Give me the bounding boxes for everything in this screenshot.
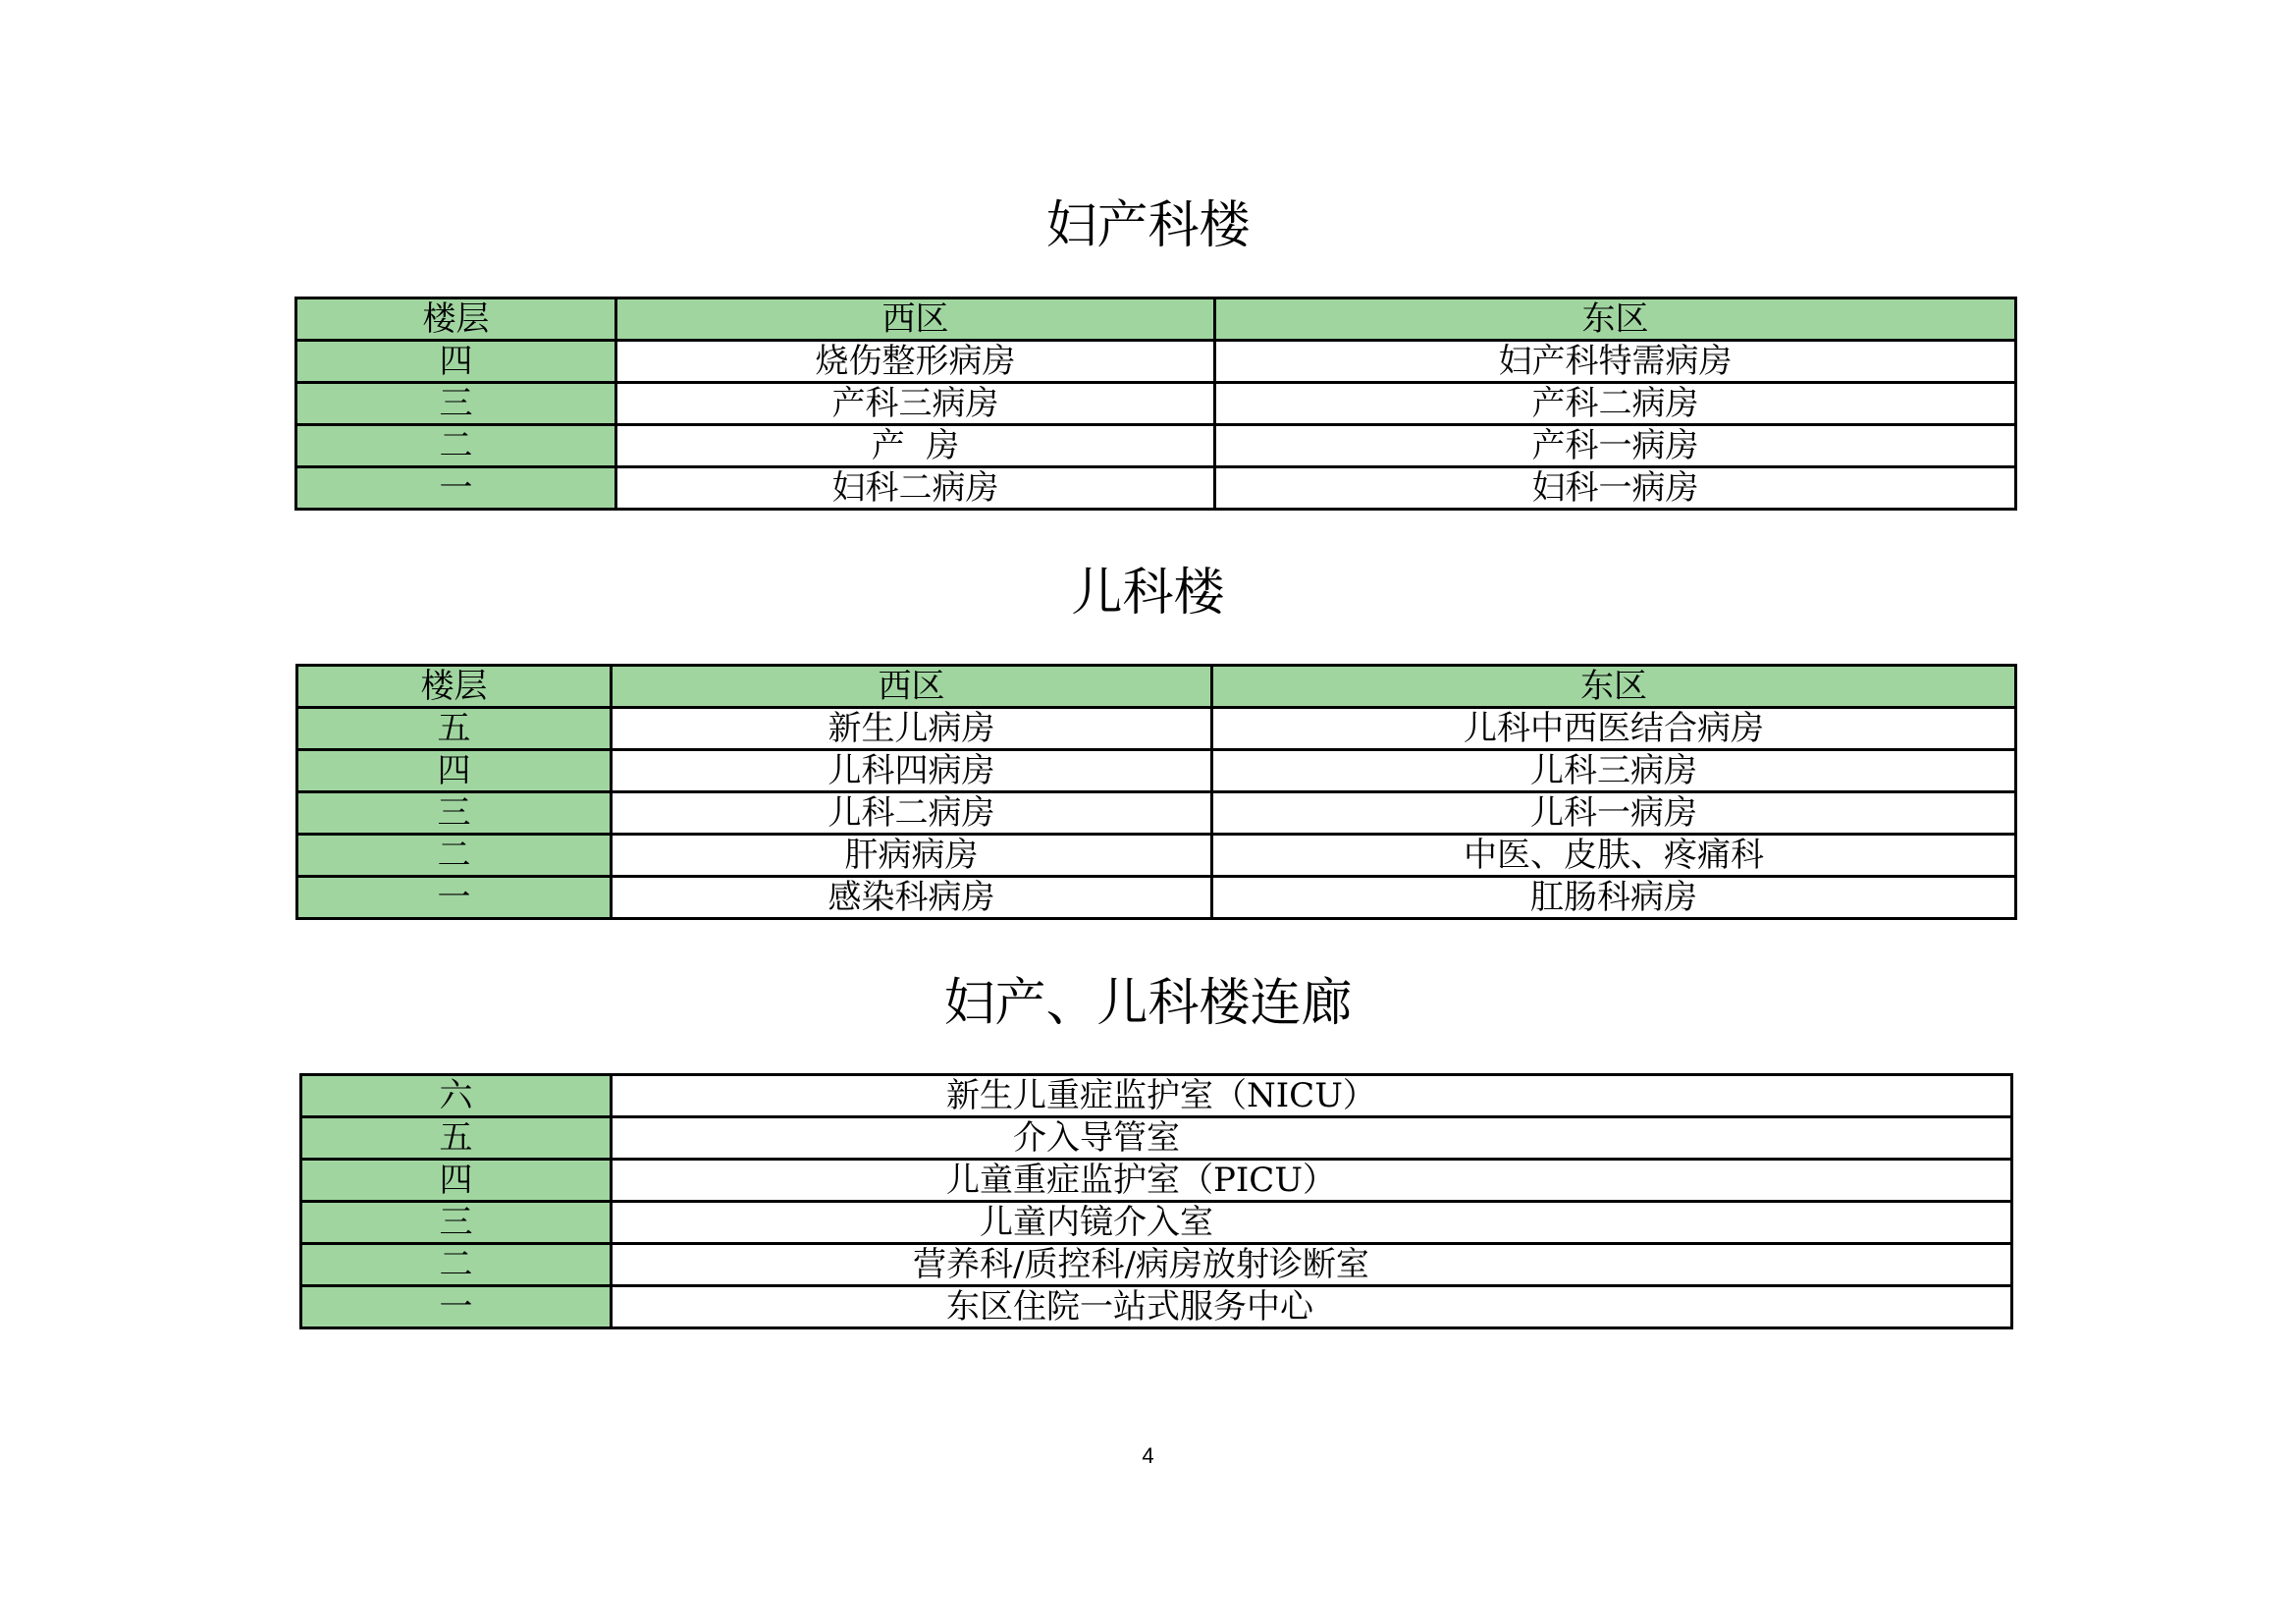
header-west: 西区 — [616, 298, 1215, 341]
header-floor: 楼层 — [296, 298, 616, 341]
east-cell: 儿科中西医结合病房 — [1212, 708, 2016, 750]
floor-cell: 三 — [296, 383, 616, 425]
west-cell: 肝病病房 — [612, 835, 1212, 877]
table-row — [296, 341, 2016, 383]
table-row — [296, 425, 2016, 467]
floor-cell: 五 — [301, 1117, 612, 1160]
section-title-corridor: 妇产、儿科楼连廊 — [943, 974, 1353, 1033]
floor-cell: 三 — [297, 792, 612, 835]
dept-cell: 儿童内镜介入室 — [612, 1202, 2012, 1244]
east-cell: 产科一病房 — [1215, 425, 2016, 467]
west-cell: 新生儿病房 — [612, 708, 1212, 750]
floor-cell: 二 — [301, 1244, 612, 1286]
table-row — [301, 1117, 2012, 1160]
east-cell: 中医、皮肤、疼痛科 — [1212, 835, 2016, 877]
pediatrics-building-table — [295, 664, 2017, 920]
west-cell: 产 房 — [616, 425, 1215, 467]
floor-cell: 六 — [301, 1075, 612, 1117]
table-row — [301, 1244, 2012, 1286]
table-row — [297, 877, 2016, 919]
east-cell: 妇产科特需病房 — [1215, 341, 2016, 383]
floor-cell: 四 — [301, 1160, 612, 1202]
table-row — [296, 467, 2016, 510]
dept-cell: 营养科/质控科/病房放射诊断室 — [612, 1244, 2012, 1286]
east-cell: 儿科三病房 — [1212, 750, 2016, 792]
floor-cell: 一 — [296, 467, 616, 510]
west-cell: 妇科二病房 — [616, 467, 1215, 510]
table-row — [301, 1160, 2012, 1202]
floor-cell: 四 — [297, 750, 612, 792]
floor-cell: 五 — [297, 708, 612, 750]
west-cell: 儿科二病房 — [612, 792, 1212, 835]
east-cell: 妇科一病房 — [1215, 467, 2016, 510]
east-cell: 肛肠科病房 — [1212, 877, 2016, 919]
floor-cell: 二 — [297, 835, 612, 877]
table-row — [301, 1286, 2012, 1328]
header-east: 东区 — [1215, 298, 2016, 341]
floor-cell: 四 — [296, 341, 616, 383]
table-row — [296, 383, 2016, 425]
header-floor: 楼层 — [297, 666, 612, 708]
dept-cell: 介入导管室 — [612, 1117, 2012, 1160]
west-cell: 产科三病房 — [616, 383, 1215, 425]
page-number: 4 — [1142, 1443, 1154, 1468]
table-header-row — [296, 298, 2016, 341]
dept-cell: 东区住院一站式服务中心 — [612, 1286, 2012, 1328]
header-east: 东区 — [1212, 666, 2016, 708]
table-row — [301, 1202, 2012, 1244]
west-cell: 儿科四病房 — [612, 750, 1212, 792]
east-cell: 儿科一病房 — [1212, 792, 2016, 835]
section-title-obstetrics: 妇产科楼 — [1045, 196, 1251, 255]
dept-cell: 新生儿重症监护室（NICU） — [612, 1075, 2012, 1117]
floor-cell: 三 — [301, 1202, 612, 1244]
table-row — [297, 750, 2016, 792]
table-row — [297, 792, 2016, 835]
table-row — [297, 708, 2016, 750]
west-cell: 感染科病房 — [612, 877, 1212, 919]
west-cell: 烧伤整形病房 — [616, 341, 1215, 383]
obstetrics-building-table — [294, 297, 2017, 511]
floor-cell: 一 — [297, 877, 612, 919]
east-cell: 产科二病房 — [1215, 383, 2016, 425]
table-row — [297, 835, 2016, 877]
corridor-table — [299, 1073, 2013, 1329]
floor-cell: 一 — [301, 1286, 612, 1328]
table-header-row — [297, 666, 2016, 708]
floor-cell: 二 — [296, 425, 616, 467]
header-west: 西区 — [612, 666, 1212, 708]
table-row — [301, 1075, 2012, 1117]
dept-cell: 儿童重症监护室（PICU） — [612, 1160, 2012, 1202]
section-title-pediatrics: 儿科楼 — [1071, 564, 1225, 623]
